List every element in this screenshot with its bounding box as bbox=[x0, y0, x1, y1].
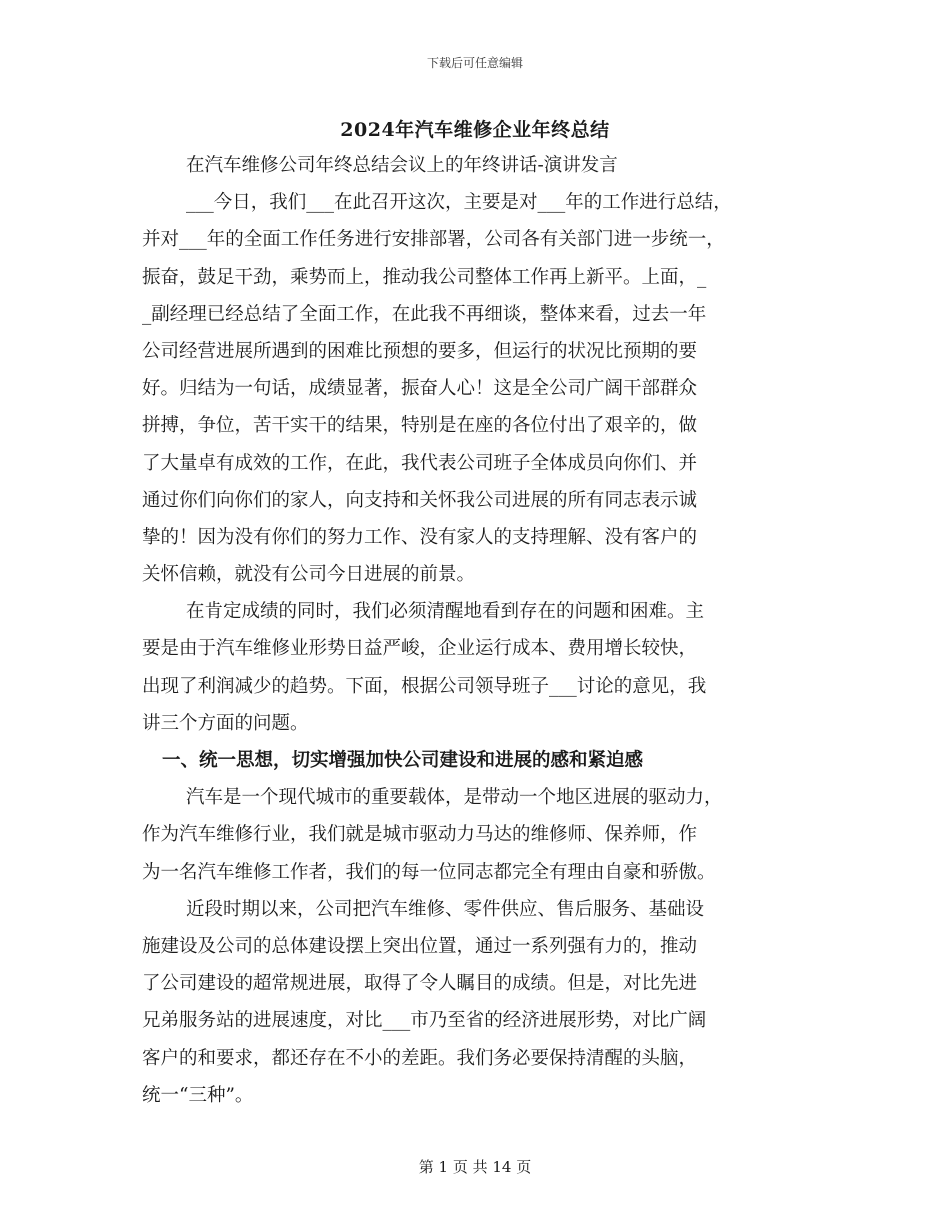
page-header: 下载后可任意编辑 bbox=[426, 56, 523, 70]
text-line: 讲三个方面的问题。 bbox=[142, 712, 309, 734]
text-line: 并对___年的全面工作任务进行安排部署，公司各有关部门进一步统一， bbox=[142, 229, 725, 251]
document-body bbox=[142, 147, 814, 1114]
text-line: 兄弟服务站的进展速度，对比___市乃至省的经济进展形势，对比广阔 bbox=[142, 1010, 707, 1032]
text-line: _副经理已经总结了全面工作，在此我不再细谈，整体来看，过去一年 bbox=[142, 303, 707, 325]
section-heading: 一、统一思想，切实增强加快公司建设和进展的感和紧迫感 bbox=[162, 750, 644, 771]
text-line: 了公司建设的超常规进展，取得了令人瞩目的成绩。但是，对比先进 bbox=[142, 973, 698, 995]
text-line: 汽车是一个现代城市的重要载体，是带动一个地区进展的驱动力， bbox=[186, 787, 723, 809]
page-footer: 第 1 页 共 14 页 bbox=[418, 1158, 532, 1176]
text-line: 出现了利润减少的趋势。下面，根据公司领导班子___讨论的意见，我 bbox=[142, 675, 707, 697]
text-line: 要是由于汽车维修业形势日益严峻，企业运行成本、费用增长较快， bbox=[142, 638, 698, 660]
text-line: ___今日，我们___在此召开这次，主要是对___年的工作进行总结， bbox=[186, 192, 732, 214]
text-line: 好。归结为一句话，成绩显著，振奋人心！这是全公司广阔干部群众 bbox=[142, 378, 698, 400]
text-line: 通过你们向你们的家人，向支持和关怀我公司进展的所有同志表示诚 bbox=[142, 489, 698, 511]
text-line: 在汽车维修公司年终总结会议上的年终讲话-演讲发言 bbox=[186, 155, 618, 176]
document-title: 2024年汽车维修企业年终总结 bbox=[340, 119, 610, 141]
text-line: 了大量卓有成效的工作，在此，我代表公司班子全体成员向你们、并 bbox=[142, 452, 698, 474]
text-line: 近段时期以来，公司把汽车维修、零件供应、售后服务、基础设 bbox=[186, 898, 705, 920]
text-line: 作为汽车维修行业，我们就是城市驱动力马达的维修师、保养师，作 bbox=[142, 824, 698, 846]
text-line: 在肯定成绩的同时，我们必须清醒地看到存在的问题和困难。主 bbox=[186, 601, 705, 623]
text-line: 客户的和要求，都还存在不小的差距。我们务必要保持清醒的头脑， bbox=[142, 1047, 698, 1069]
text-line: 施建设及公司的总体建设摆上突出位置，通过一系列强有力的，推动 bbox=[142, 935, 698, 957]
text-line: 挚的！因为没有你们的努力工作、没有家人的支持理解、没有客户的 bbox=[142, 526, 698, 548]
text-line: 拼搏，争位，苦干实干的结果，特别是在座的各位付出了艰辛的，做 bbox=[142, 415, 698, 437]
text-line: 关怀信赖，就没有公司今日进展的前景。 bbox=[142, 564, 476, 586]
text-line: 振奋，鼓足干劲，乘势而上，推动我公司整体工作再上新平。上面，_ bbox=[142, 266, 707, 288]
text-line: 统一“三种”。 bbox=[142, 1084, 254, 1106]
text-line: 公司经营进展所遇到的困难比预想的要多，但运行的状况比预期的要 bbox=[142, 340, 698, 362]
text-line: 为一名汽车维修工作者，我们的每一位同志都完全有理由自豪和骄傲。 bbox=[142, 861, 716, 883]
